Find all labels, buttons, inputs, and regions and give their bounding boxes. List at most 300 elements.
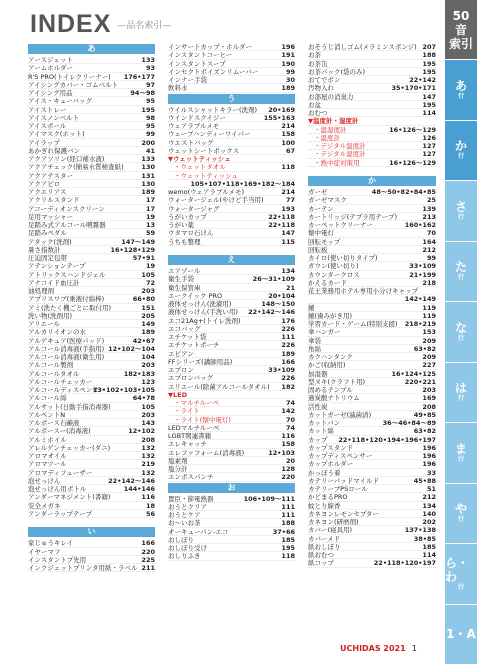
- index-entry: [28, 427, 155, 435]
- index-entry: [168, 213, 295, 221]
- index-entry: [308, 142, 436, 150]
- tab-7[interactable]: [445, 423, 477, 484]
- entry-pages: 22•118•120•197: [373, 559, 436, 568]
- entry-name: 足用マッシャー: [28, 212, 74, 221]
- entry-pages: 142: [281, 407, 295, 416]
- entry-name: 紙おしぼり: [308, 542, 341, 551]
- index-entry: [308, 304, 436, 312]
- index-entry: [308, 159, 436, 167]
- index-entry: [168, 188, 295, 196]
- entry-name: アンダーマネジメント(書籍): [28, 493, 111, 502]
- index-entry: [308, 551, 436, 559]
- tab-10[interactable]: [445, 605, 477, 665]
- entry-name: おそうじ消しゴム(メラミンスポンジ): [308, 43, 417, 51]
- entry-pages: 63•82: [413, 344, 436, 353]
- index-entry: [308, 254, 436, 262]
- entry-name: ウォータージェル(やけど手当用): [168, 196, 264, 205]
- entry-pages: 104: [141, 353, 155, 361]
- entry-name: 泡せっけん用ボトル: [28, 485, 87, 493]
- index-entry: [168, 122, 295, 130]
- index-entry: [168, 341, 295, 349]
- index-entry: [28, 73, 155, 81]
- entry-pages: 42•67: [132, 336, 155, 345]
- entry-pages: 142•149: [404, 295, 436, 304]
- entry-name: エレキャッチ: [168, 440, 207, 449]
- index-entry: [28, 452, 155, 460]
- index-entry: [28, 444, 155, 452]
- entry-name: アクエリアス: [28, 188, 67, 196]
- entry-name: ・温湿度計: [314, 125, 347, 134]
- entry-pages: 118: [281, 552, 295, 561]
- entry-pages: 100: [281, 138, 295, 147]
- index-entry: [168, 205, 295, 213]
- tab-1[interactable]: [445, 60, 477, 121]
- entry-pages: 195: [281, 544, 295, 552]
- entry-pages: 196: [281, 43, 295, 51]
- entry-name: アロマオイル: [28, 452, 67, 460]
- tab-4[interactable]: [445, 242, 477, 303]
- entry-pages: 212: [422, 245, 436, 254]
- index-entry: [28, 295, 155, 303]
- entry-pages: 116: [281, 432, 295, 440]
- index-entry: [308, 126, 436, 134]
- entry-name: アクアピロ: [28, 179, 61, 188]
- index-entry: [308, 460, 436, 468]
- index-entry: [28, 97, 155, 105]
- entry-pages: 93: [145, 64, 155, 73]
- entry-name: アルボースー(消毒液): [28, 427, 91, 436]
- index-entry: [168, 292, 295, 300]
- entry-pages: 127: [422, 142, 436, 150]
- tab-5[interactable]: [445, 302, 477, 363]
- entry-name: アレルゲンチェッカー(ダニ): [28, 443, 111, 452]
- entry-name: 衛生手袋: [168, 275, 194, 284]
- entry-pages: 49•85: [413, 410, 436, 419]
- index-category: [308, 117, 436, 125]
- entry-pages: 16•128•129: [110, 245, 155, 254]
- tab-sublabel: 行: [457, 395, 464, 403]
- entry-name: 回転板: [308, 245, 328, 254]
- index-entry: [28, 180, 155, 188]
- entry-name: うちも整理: [168, 237, 201, 246]
- entry-name: アルコール綿: [28, 394, 67, 403]
- entry-pages: 111: [281, 502, 295, 511]
- entry-pages: 45•88: [413, 476, 436, 485]
- entry-pages: 111: [281, 511, 295, 519]
- entry-pages: 21•199: [409, 270, 436, 279]
- entry-name: 油処理剤: [28, 287, 54, 295]
- tab-3[interactable]: [445, 181, 477, 242]
- entry-pages: 119: [422, 311, 436, 320]
- index-entry: [28, 163, 155, 171]
- entry-name: インスタントスープ: [168, 59, 226, 68]
- entry-name: アルサット(日動手指消毒器): [28, 402, 111, 411]
- entry-name: ▼温度計・湿度計: [308, 117, 359, 126]
- entry-pages: 143: [141, 419, 155, 427]
- entry-pages: 158: [281, 440, 295, 449]
- entry-name: アリエール: [28, 320, 60, 328]
- entry-name: お茶: [308, 51, 321, 60]
- entry-name: おうとクリア: [168, 502, 207, 511]
- index-entry: [28, 196, 155, 204]
- entry-pages: 218: [422, 278, 436, 287]
- index-entry: [168, 300, 295, 308]
- entry-name: アイスノンベルト: [28, 113, 80, 122]
- index-entry: [308, 320, 436, 328]
- entry-name: インスタントコーヒー: [168, 51, 233, 60]
- entry-pages: 12•102: [128, 427, 155, 436]
- tab-label: ら・わ: [445, 555, 470, 584]
- index-entry: [308, 510, 436, 518]
- entry-pages: 134: [422, 501, 436, 510]
- index-entry: [168, 308, 295, 316]
- index-title: INDEX: [30, 9, 112, 38]
- page-footer: [340, 644, 417, 653]
- entry-pages: 22•142〜146: [108, 476, 155, 485]
- index-entry: [28, 411, 155, 419]
- tab-label: 50: [452, 8, 470, 23]
- entry-pages: 195: [422, 100, 436, 109]
- index-entry: [168, 399, 295, 407]
- entry-name: カーペットクリーナー: [308, 221, 373, 229]
- entry-pages: 140: [422, 509, 436, 518]
- entry-pages: 99: [145, 130, 155, 139]
- entry-name: 暑さ指数計: [28, 245, 61, 254]
- index-entry: [28, 469, 155, 477]
- entry-name: かご(収納用): [308, 361, 346, 370]
- entry-name: アイスボール: [28, 122, 67, 130]
- entry-pages: 111: [281, 333, 295, 341]
- entry-name: 回転モップ: [308, 237, 341, 246]
- index-entry: [308, 353, 436, 361]
- index-entry: [308, 279, 436, 287]
- entry-pages: 33•109: [268, 366, 295, 374]
- entry-pages: 226: [281, 374, 295, 383]
- entry-name: おしりふき: [168, 552, 201, 561]
- entry-name: アルコール製剤: [28, 361, 74, 370]
- entry-name: ガーゼマスク: [308, 196, 347, 205]
- index-entry: [308, 502, 436, 510]
- entry-pages: 220: [141, 547, 155, 556]
- entry-name: ・熱中症対策用: [314, 158, 360, 167]
- entry-pages: 74: [285, 423, 295, 432]
- entry-pages: 191: [281, 51, 295, 60]
- spacer: [308, 167, 436, 175]
- index-entry: [28, 353, 155, 361]
- entry-pages: 12•102〜104: [108, 344, 155, 353]
- index-entry: [168, 519, 295, 527]
- entry-name: アクアチェック(簡易水質検査紙): [28, 163, 124, 172]
- index-entry: [28, 271, 155, 279]
- index-entry: [28, 502, 155, 510]
- index-entry: [28, 403, 155, 411]
- section-header: あ: [28, 44, 155, 54]
- entry-pages: 99: [285, 67, 295, 76]
- entry-pages: 38•85: [413, 534, 436, 543]
- index-entry: [28, 172, 155, 180]
- entry-pages: 95: [145, 122, 155, 130]
- entry-pages: 132: [141, 452, 155, 460]
- entry-name: インサートカップ・ホルダー: [168, 43, 252, 51]
- entry-name: アームホルダー: [28, 64, 74, 73]
- index-entry: [168, 424, 295, 432]
- index-entry: [28, 378, 155, 386]
- entry-name: カテリーパッドマイルド: [308, 476, 380, 485]
- entry-name: おむつ: [308, 109, 328, 117]
- entry-pages: 25: [426, 196, 436, 205]
- index-entry: [28, 394, 155, 402]
- index-entry: [28, 205, 155, 213]
- entry-name: 飲料水: [168, 84, 188, 93]
- index-entry: [168, 60, 295, 68]
- entry-name: うがいカップ: [168, 212, 207, 221]
- entry-name: アタック(洗剤): [28, 237, 72, 246]
- entry-pages: 139: [422, 204, 436, 213]
- entry-name: 安全メガネ: [28, 501, 61, 510]
- entry-pages: 30: [285, 76, 295, 84]
- index-entry: [308, 295, 436, 303]
- entry-pages: 20•104: [268, 291, 295, 300]
- index-entry: [28, 539, 155, 547]
- entry-pages: 48〜50•82•84•85: [371, 188, 436, 196]
- index-entry: [168, 76, 295, 84]
- index-entry: [28, 147, 155, 155]
- tab-2[interactable]: [445, 121, 477, 182]
- index-entry: [28, 229, 155, 237]
- index-entry: [28, 477, 155, 485]
- tab-label: た: [454, 260, 467, 275]
- index-category: [168, 155, 295, 163]
- entry-pages: 26〜31•109: [252, 275, 295, 284]
- entry-pages: 105: [141, 402, 155, 411]
- index-entry: [308, 444, 436, 452]
- entry-name: カウンタークロス: [308, 270, 360, 279]
- entry-name: ・ライト: [174, 407, 200, 416]
- entry-pages: 67: [285, 146, 295, 155]
- index-entry: [168, 139, 295, 147]
- entry-name: アルゲキュア(医療パッド): [28, 336, 105, 345]
- entry-name: ・ライト(懐中電灯): [174, 415, 231, 424]
- entry-pages: 41: [145, 146, 155, 155]
- index-entry: [28, 106, 155, 114]
- entry-name: 足踏みペダル: [28, 229, 67, 238]
- entry-name: カップディスペンサー: [308, 452, 373, 460]
- index-entry: [28, 89, 155, 97]
- entry-pages: 116: [141, 493, 155, 502]
- entry-name: 衛生保管庫: [168, 283, 201, 292]
- tab-0[interactable]: [445, 0, 477, 60]
- index-entry: [168, 503, 295, 511]
- index-entry: [28, 287, 155, 295]
- entry-name: エレファフォーム(消毒液): [168, 448, 245, 457]
- entry-name: 紙おむつ: [308, 551, 334, 559]
- entry-name: おしぼり: [168, 535, 194, 544]
- entry-pages: 190: [281, 59, 295, 68]
- index-entry: [168, 238, 295, 246]
- entry-pages: 33•109: [409, 262, 436, 271]
- entry-name: アトリックスハンドジェル: [28, 270, 106, 279]
- entry-name: エリエール(除菌アルコールタオル): [168, 382, 270, 391]
- index-entry: [168, 68, 295, 76]
- entry-name: エチケットポーチ: [168, 341, 220, 350]
- tab-extra: 索引: [448, 36, 473, 51]
- entry-name: おうとケア: [168, 511, 201, 519]
- entry-pages: 188: [422, 51, 436, 60]
- index-entry: [168, 552, 295, 560]
- index-entry: [168, 528, 295, 536]
- entry-pages: 166: [141, 539, 155, 548]
- entry-name: カテリーブPSロール: [308, 485, 368, 493]
- entry-pages: 131: [141, 171, 155, 180]
- entry-pages: 70: [285, 415, 295, 424]
- entry-pages: 147: [422, 92, 436, 101]
- entry-name: お〜いお茶: [168, 519, 201, 528]
- entry-pages: 208: [141, 435, 155, 444]
- entry-name: お茶パック(袋のみ): [308, 67, 366, 76]
- tab-6[interactable]: [445, 363, 477, 424]
- entry-name: カクハンタンク: [308, 353, 353, 361]
- entry-pages: 147: [281, 229, 295, 238]
- index-entry: [308, 213, 436, 221]
- entry-pages: 164: [422, 237, 436, 246]
- tab-label: あ: [454, 78, 467, 93]
- index-entry: [168, 84, 295, 92]
- tab-9[interactable]: [445, 544, 477, 605]
- entry-pages: 130: [141, 179, 155, 188]
- tab-sublabel: 行: [457, 583, 464, 591]
- entry-pages: 169: [422, 394, 436, 403]
- spacer: [28, 518, 155, 526]
- entry-pages: 115: [281, 237, 295, 246]
- entry-name: ▼ウェットティッシュ: [168, 155, 231, 163]
- index-entry: [308, 101, 436, 109]
- spacer: [168, 246, 295, 254]
- entry-name: ウォータージャグ: [168, 204, 220, 213]
- index-entry: [308, 386, 436, 394]
- index-entry: [308, 543, 436, 551]
- index-entry: [168, 130, 295, 138]
- entry-pages: 66•80: [132, 295, 155, 304]
- entry-pages: 17: [145, 204, 155, 213]
- index-subtitle: —品名索引—: [117, 20, 172, 31]
- section-header: う: [168, 94, 295, 104]
- entry-name: オーキューパン-エコ: [168, 527, 229, 536]
- entry-name: FFシリーズ(講師用品): [168, 357, 233, 366]
- entry-pages: 99: [426, 254, 436, 262]
- entry-name: 角綿: [308, 344, 321, 353]
- entry-name: アースジェット: [28, 56, 73, 64]
- index-entry: [28, 81, 155, 89]
- entry-pages: 220: [281, 473, 295, 482]
- index-entry: [308, 43, 436, 51]
- tab-sublabel: 行: [457, 334, 464, 342]
- entry-pages: 20: [285, 456, 295, 465]
- entry-name: wemo(ウェアラブルメモ): [168, 188, 244, 196]
- index-entry: [168, 465, 295, 473]
- entry-name: カットバン: [308, 419, 341, 427]
- index-entry: [28, 493, 155, 501]
- entry-name: ウェットシートボックス: [168, 146, 240, 155]
- entry-name: ・デジタル湿度計: [314, 150, 366, 159]
- index-entry: [28, 279, 155, 287]
- entry-name: LGBT関連書籍: [168, 432, 212, 440]
- entry-pages: 72: [145, 278, 155, 287]
- entry-pages: 195: [141, 105, 155, 114]
- index-entry: [308, 229, 436, 237]
- index-entry: [168, 267, 295, 275]
- entry-pages: 203: [141, 287, 155, 295]
- index-entry: [28, 246, 155, 254]
- entry-pages: 118: [281, 163, 295, 172]
- index-entry: [308, 477, 436, 485]
- entry-name: 紙コップ: [308, 559, 334, 568]
- index-entry: [168, 147, 295, 155]
- entry-name: エコ21Ag+(トイレ洗剤): [168, 316, 241, 325]
- index-entry: [168, 440, 295, 448]
- index-entry: [28, 64, 155, 72]
- index-entry: [168, 511, 295, 519]
- entry-pages: 189: [281, 84, 295, 93]
- index-entry: [308, 84, 436, 92]
- entry-name: かどまるPRO: [308, 493, 348, 502]
- tab-8[interactable]: [445, 484, 477, 545]
- entry-pages: 166: [281, 357, 295, 366]
- entry-name: ウイルスシャットキラー(洗剤): [168, 105, 258, 114]
- entry-pages: 51: [426, 485, 436, 493]
- entry-pages: 22•118•120•194•196•197: [338, 435, 436, 444]
- entry-pages: 36〜46•84〜89: [382, 419, 436, 427]
- entry-name: うがい薬: [168, 221, 194, 229]
- entry-name: 足踏み式アルコール噴霧器: [28, 221, 106, 229]
- entry-name: カネヨン(研磨剤): [308, 518, 359, 526]
- index-entry: [168, 275, 295, 283]
- entry-name: 加湿器: [308, 369, 328, 378]
- entry-pages: 189: [141, 328, 155, 337]
- section-header: か: [308, 176, 436, 186]
- entry-name: カートリッジ(テプラ用テープ): [308, 212, 397, 221]
- entry-name: 泡せっけん: [28, 476, 61, 485]
- entry-pages: 193: [281, 204, 295, 213]
- entry-pages: 114: [422, 109, 436, 117]
- index-entry: [308, 469, 436, 477]
- entry-name: ウェーブハンディーワイパー: [168, 130, 251, 139]
- index-entry: [308, 109, 436, 117]
- entry-name: アイストレー: [28, 105, 67, 114]
- index-entry: [168, 325, 295, 333]
- entry-name: エプロン: [168, 366, 194, 374]
- index-column-3: [308, 43, 436, 568]
- entry-pages: 207: [422, 43, 436, 51]
- entry-name: アンダーラップテープ: [28, 509, 93, 518]
- entry-name: インセクトボイズンリムーバー: [168, 67, 259, 76]
- entry-pages: 151: [141, 303, 155, 312]
- tab-label: は: [454, 381, 467, 396]
- entry-name: ・温度計: [314, 133, 340, 142]
- entry-pages: 196: [422, 443, 436, 452]
- entry-pages: 59: [145, 229, 155, 238]
- entry-name: アルコールタオル: [28, 369, 80, 378]
- index-entry: [28, 221, 155, 229]
- tab-sublabel: 行: [457, 213, 464, 221]
- entry-pages: 132: [141, 468, 155, 477]
- entry-pages: 209: [422, 353, 436, 361]
- entry-name: アクリルスタンド: [28, 196, 80, 205]
- footer-brand: UCHIDAS 2021: [340, 644, 406, 653]
- entry-pages: 219: [141, 460, 155, 469]
- entry-name: 圧迫固定包帯: [28, 254, 67, 262]
- entry-pages: 153: [422, 328, 436, 337]
- entry-name: 塩素剤: [168, 456, 188, 465]
